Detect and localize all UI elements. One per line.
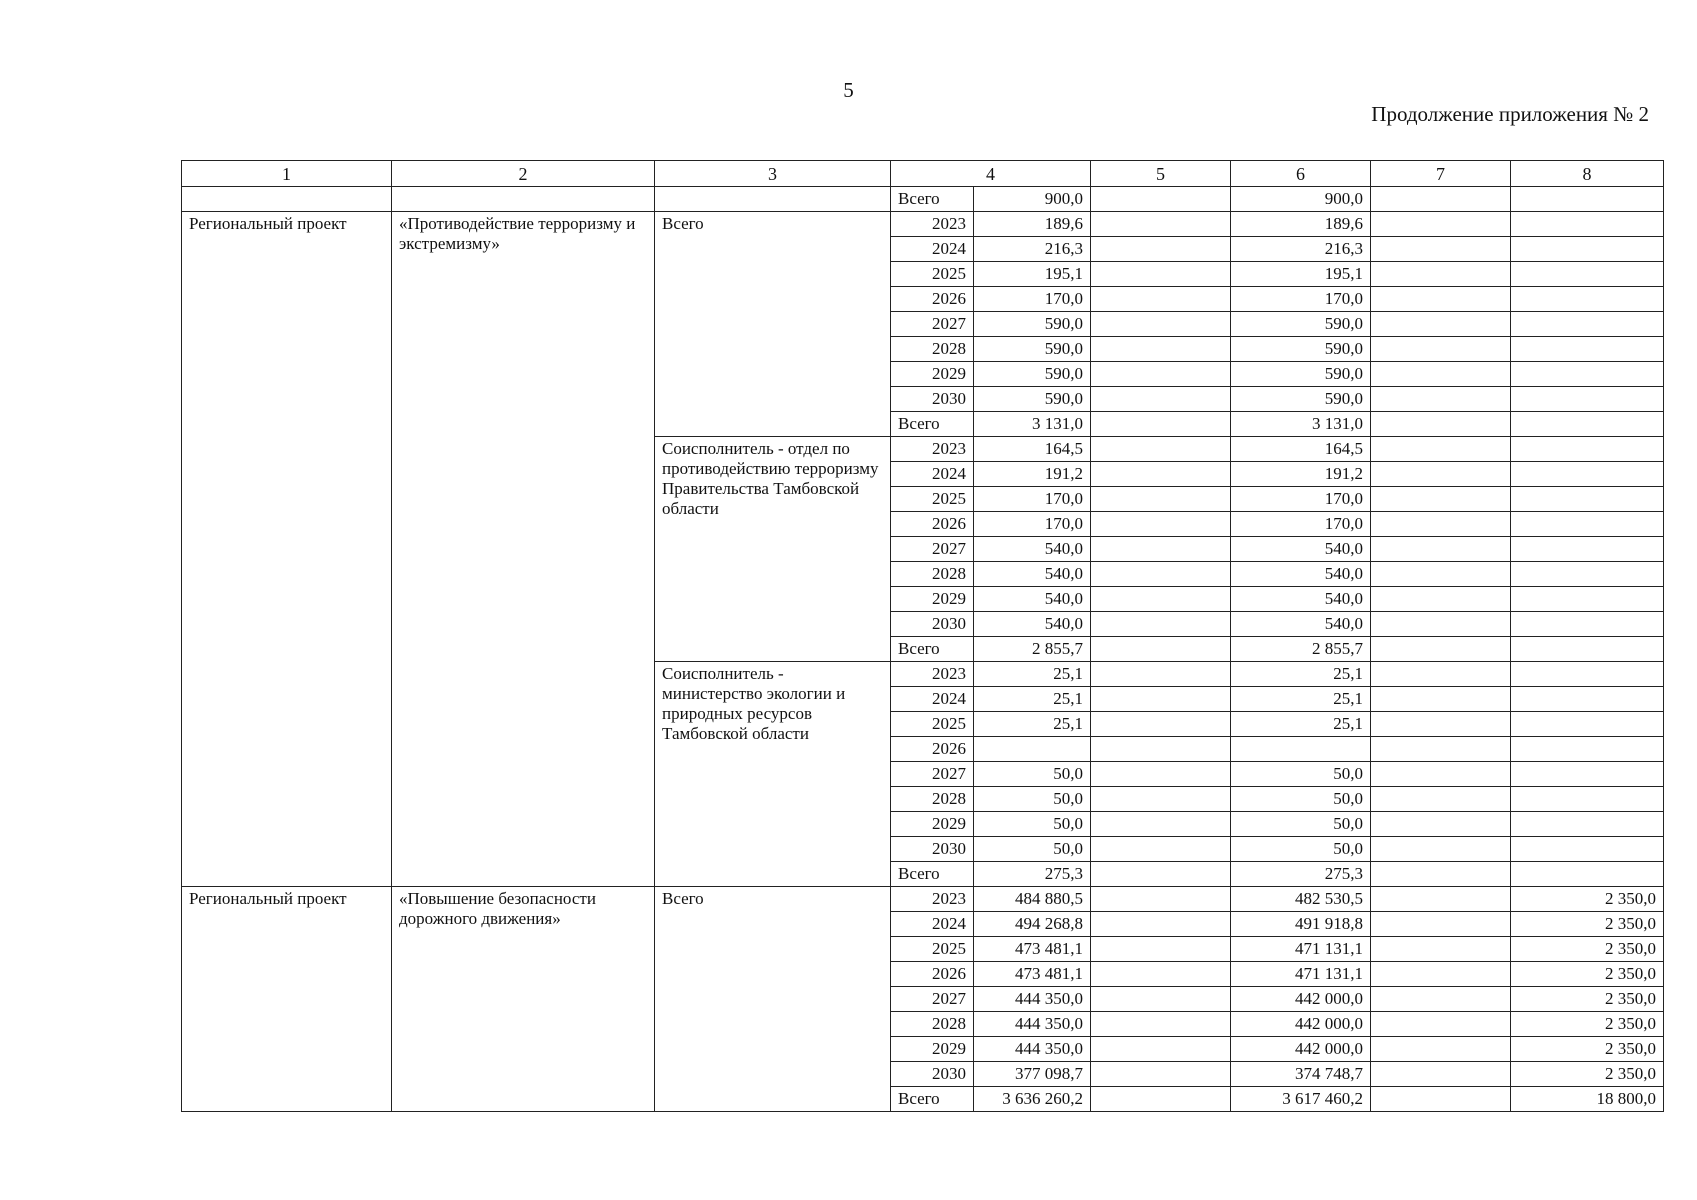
cell-c8 [1511,537,1664,562]
cell-c6: 442 000,0 [1231,987,1371,1012]
cell-c4: 473 481,1 [974,962,1091,987]
year-cell: 2026 [891,737,974,762]
appendix-note: Продолжение приложения № 2 [1371,102,1649,126]
cell-c4: 590,0 [974,387,1091,412]
cell-c6: 3 617 460,2 [1231,1087,1371,1112]
cell-c4: 540,0 [974,537,1091,562]
executor: Всего [655,212,891,437]
cell-c5 [1091,412,1231,437]
page-number: 5 [843,78,854,102]
cell-c6: 3 131,0 [1231,412,1371,437]
cell-c4: 590,0 [974,312,1091,337]
table-row [182,887,1664,912]
year-cell: 2027 [891,987,974,1012]
year-cell: 2026 [891,962,974,987]
cell-c5 [1091,287,1231,312]
cell-c4: 275,3 [974,862,1091,887]
empty-cell [182,187,392,212]
cell-c8: 2 350,0 [1511,887,1664,912]
cell-c5 [1091,837,1231,862]
cell-c4: 590,0 [974,337,1091,362]
cell-c4: 50,0 [974,837,1091,862]
executor: Всего [655,887,891,1112]
cell-c5 [1091,812,1231,837]
cell-c6: 590,0 [1231,337,1371,362]
cell-c6: 164,5 [1231,437,1371,462]
cell-c8 [1511,787,1664,812]
cell-c4: 170,0 [974,512,1091,537]
cell-c7 [1371,312,1511,337]
cell-c4: 191,2 [974,462,1091,487]
cell-c4: 25,1 [974,712,1091,737]
table-body [182,161,1664,1112]
executor: Соисполнитель - министерство экологии и природных ресурсов Тамбовской области [655,662,891,887]
cell-c7 [1371,962,1511,987]
cell-c5 [1091,212,1231,237]
year-cell: Всего [891,1087,974,1112]
cell-c5 [1091,587,1231,612]
cell-c4: 50,0 [974,787,1091,812]
cell-c4: 170,0 [974,487,1091,512]
year-cell: 2028 [891,1012,974,1037]
cell-c5 [1091,787,1231,812]
cell-c7 [1371,862,1511,887]
cell-c4: 3 131,0 [974,412,1091,437]
cell-c4: 473 481,1 [974,937,1091,962]
cell-c6: 25,1 [1231,712,1371,737]
cell-c6: 195,1 [1231,262,1371,287]
header-col-6: 6 [1231,161,1371,187]
cell-c6: 590,0 [1231,312,1371,337]
year-cell: 2027 [891,537,974,562]
cell-c5 [1091,512,1231,537]
cell-c7 [1371,1062,1511,1087]
cell-c5 [1091,612,1231,637]
cell-c7 [1371,937,1511,962]
cell-c6: 471 131,1 [1231,937,1371,962]
year-cell: 2025 [891,937,974,962]
cell-c8 [1511,612,1664,637]
cell-c6: 25,1 [1231,662,1371,687]
cell-c5 [1091,712,1231,737]
cell-c5 [1091,962,1231,987]
year-cell: Всего [891,637,974,662]
cell-c7 [1371,212,1511,237]
cell-c8 [1511,862,1664,887]
cell-c5 [1091,437,1231,462]
cell-c4: 900,0 [974,187,1091,212]
year-cell: 2029 [891,587,974,612]
year-cell: 2030 [891,612,974,637]
cell-c6: 2 855,7 [1231,637,1371,662]
year-cell: 2026 [891,512,974,537]
cell-c8 [1511,587,1664,612]
cell-c6: 442 000,0 [1231,1012,1371,1037]
header-col-5: 5 [1091,161,1231,187]
project-type: Региональный проект [182,887,392,1112]
cell-c8 [1511,287,1664,312]
cell-c5 [1091,362,1231,387]
cell-c6: 25,1 [1231,687,1371,712]
cell-c6: 50,0 [1231,762,1371,787]
project-name: «Противодействие терроризму и экстремизму» [392,212,655,887]
cell-c7 [1371,662,1511,687]
cell-c4: 195,1 [974,262,1091,287]
cell-c7 [1371,237,1511,262]
header-col-3: 3 [655,161,891,187]
year-cell: 2030 [891,1062,974,1087]
cell-c5 [1091,1087,1231,1112]
year-cell: Всего [891,412,974,437]
year-cell: 2029 [891,812,974,837]
header-col-4: 4 [891,161,1091,187]
cell-c5 [1091,337,1231,362]
year-cell: 2024 [891,462,974,487]
cell-c6: 275,3 [1231,862,1371,887]
cell-c4: 164,5 [974,437,1091,462]
cell-c5 [1091,912,1231,937]
cell-c4: 540,0 [974,587,1091,612]
year-cell: 2025 [891,712,974,737]
cell-c4: 2 855,7 [974,637,1091,662]
year-cell: 2024 [891,687,974,712]
cell-c5 [1091,662,1231,687]
header-col-2: 2 [392,161,655,187]
cell-c6: 540,0 [1231,562,1371,587]
cell-c8 [1511,562,1664,587]
year-cell: 2030 [891,837,974,862]
cell-c4: 484 880,5 [974,887,1091,912]
cell-c8 [1511,212,1664,237]
cell-c8 [1511,837,1664,862]
cell-c8 [1511,712,1664,737]
cell-c5 [1091,237,1231,262]
cell-c6: 540,0 [1231,587,1371,612]
cell-c7 [1371,512,1511,537]
cell-c4: 25,1 [974,687,1091,712]
cell-c7 [1371,912,1511,937]
row-label: Всего [891,187,974,212]
cell-c8 [1511,687,1664,712]
cell-c8 [1511,637,1664,662]
cell-c8 [1511,262,1664,287]
cell-c6: 50,0 [1231,812,1371,837]
cell-c6: 900,0 [1231,187,1371,212]
cell-c6: 170,0 [1231,487,1371,512]
cell-c7 [1371,587,1511,612]
cell-c7 [1371,837,1511,862]
year-cell: 2027 [891,762,974,787]
cell-c8: 2 350,0 [1511,962,1664,987]
cell-c5 [1091,562,1231,587]
cell-c6: 170,0 [1231,287,1371,312]
cell-c8: 18 800,0 [1511,1087,1664,1112]
executor: Соисполнитель - отдел по противодействию терроризму Правительства Тамбовской области [655,437,891,662]
cell-c6: 491 918,8 [1231,912,1371,937]
cell-c5 [1091,937,1231,962]
cell-c7 [1371,187,1511,212]
cell-c4: 444 350,0 [974,987,1091,1012]
empty-cell [655,187,891,212]
cell-c7 [1371,462,1511,487]
cell-c5 [1091,262,1231,287]
cell-c8 [1511,762,1664,787]
header-col-1: 1 [182,161,392,187]
year-cell: 2024 [891,237,974,262]
cell-c4: 50,0 [974,762,1091,787]
cell-c8 [1511,337,1664,362]
cell-c4: 540,0 [974,612,1091,637]
budget-table [181,160,1664,1112]
cell-c8: 2 350,0 [1511,1012,1664,1037]
cell-c4 [974,737,1091,762]
cell-c4: 3 636 260,2 [974,1087,1091,1112]
cell-c8 [1511,312,1664,337]
cell-c4: 377 098,7 [974,1062,1091,1087]
cell-c6 [1231,737,1371,762]
cell-c8 [1511,462,1664,487]
cell-c7 [1371,562,1511,587]
table-row [182,187,1664,212]
year-cell: 2023 [891,437,974,462]
cell-c7 [1371,412,1511,437]
cell-c8 [1511,362,1664,387]
cell-c6: 540,0 [1231,612,1371,637]
cell-c8 [1511,412,1664,437]
cell-c7 [1371,737,1511,762]
cell-c7 [1371,1012,1511,1037]
cell-c4: 540,0 [974,562,1091,587]
year-cell: 2026 [891,287,974,312]
cell-c7 [1371,487,1511,512]
year-cell: 2023 [891,212,974,237]
table-row [182,212,1664,237]
cell-c5 [1091,987,1231,1012]
cell-c6: 590,0 [1231,362,1371,387]
header-row [182,161,1664,187]
cell-c8: 2 350,0 [1511,912,1664,937]
cell-c7 [1371,987,1511,1012]
cell-c4: 25,1 [974,662,1091,687]
cell-c6: 540,0 [1231,537,1371,562]
cell-c6: 482 530,5 [1231,887,1371,912]
cell-c5 [1091,312,1231,337]
empty-cell [392,187,655,212]
cell-c6: 374 748,7 [1231,1062,1371,1087]
year-cell: 2027 [891,312,974,337]
cell-c4: 189,6 [974,212,1091,237]
cell-c4: 170,0 [974,287,1091,312]
cell-c7 [1371,612,1511,637]
cell-c7 [1371,437,1511,462]
cell-c5 [1091,687,1231,712]
cell-c8 [1511,437,1664,462]
cell-c7 [1371,262,1511,287]
cell-c8 [1511,812,1664,837]
cell-c8: 2 350,0 [1511,1037,1664,1062]
year-cell: 2025 [891,487,974,512]
cell-c6: 50,0 [1231,787,1371,812]
cell-c7 [1371,337,1511,362]
year-cell: 2025 [891,262,974,287]
year-cell: 2028 [891,337,974,362]
cell-c7 [1371,1037,1511,1062]
year-cell: Всего [891,862,974,887]
cell-c8 [1511,737,1664,762]
year-cell: 2023 [891,887,974,912]
cell-c8 [1511,487,1664,512]
cell-c6: 216,3 [1231,237,1371,262]
year-cell: 2028 [891,562,974,587]
cell-c4: 494 268,8 [974,912,1091,937]
cell-c6: 189,6 [1231,212,1371,237]
cell-c7 [1371,637,1511,662]
project-name: «Повышение безопасности дорожного движения» [392,887,655,1112]
cell-c7 [1371,787,1511,812]
cell-c8: 2 350,0 [1511,987,1664,1012]
cell-c7 [1371,812,1511,837]
cell-c8: 2 350,0 [1511,1062,1664,1087]
year-cell: 2028 [891,787,974,812]
cell-c5 [1091,1012,1231,1037]
header-col-8: 8 [1511,161,1664,187]
year-cell: 2023 [891,662,974,687]
cell-c4: 590,0 [974,362,1091,387]
cell-c8 [1511,512,1664,537]
cell-c5 [1091,387,1231,412]
header-col-7: 7 [1371,161,1511,187]
cell-c7 [1371,887,1511,912]
cell-c5 [1091,737,1231,762]
cell-c5 [1091,637,1231,662]
cell-c7 [1371,687,1511,712]
cell-c8 [1511,387,1664,412]
cell-c5 [1091,1037,1231,1062]
year-cell: 2024 [891,912,974,937]
cell-c7 [1371,1087,1511,1112]
cell-c4: 50,0 [974,812,1091,837]
cell-c6: 170,0 [1231,512,1371,537]
cell-c8 [1511,662,1664,687]
project-type: Региональный проект [182,212,392,887]
cell-c4: 216,3 [974,237,1091,262]
cell-c6: 50,0 [1231,837,1371,862]
cell-c4: 444 350,0 [974,1037,1091,1062]
cell-c5 [1091,1062,1231,1087]
cell-c8 [1511,237,1664,262]
cell-c5 [1091,487,1231,512]
cell-c7 [1371,387,1511,412]
year-cell: 2029 [891,362,974,387]
cell-c6: 191,2 [1231,462,1371,487]
cell-c4: 444 350,0 [974,1012,1091,1037]
cell-c5 [1091,887,1231,912]
cell-c7 [1371,762,1511,787]
year-cell: 2029 [891,1037,974,1062]
cell-c6: 590,0 [1231,387,1371,412]
cell-c7 [1371,287,1511,312]
cell-c6: 442 000,0 [1231,1037,1371,1062]
year-cell: 2030 [891,387,974,412]
cell-c8: 2 350,0 [1511,937,1664,962]
cell-c8 [1511,187,1664,212]
cell-c5 [1091,462,1231,487]
cell-c6: 471 131,1 [1231,962,1371,987]
cell-c7 [1371,712,1511,737]
cell-c5 [1091,762,1231,787]
cell-c5 [1091,862,1231,887]
cell-c7 [1371,362,1511,387]
cell-c5 [1091,537,1231,562]
cell-c5 [1091,187,1231,212]
cell-c7 [1371,537,1511,562]
